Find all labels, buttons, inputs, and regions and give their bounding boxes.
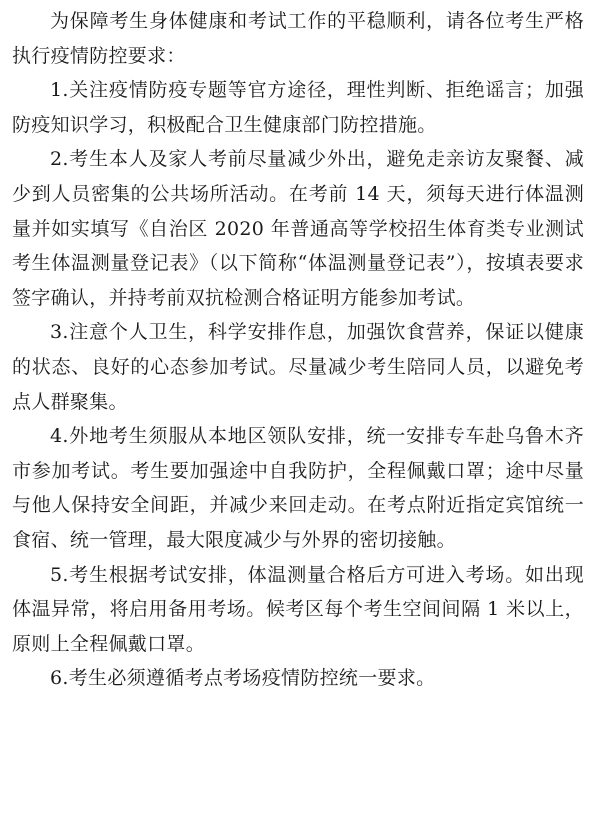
requirement-6-paragraph: 6.考生必须遵循考点考场疫情防控统一要求。: [50, 667, 436, 690]
intro-paragraph: 为保障考生身体健康和考试工作的平稳顺利，请各位考生严格执行疫情防控要求：: [12, 10, 584, 67]
document-body: [12, 4, 584, 696]
requirement-4-paragraph: 4.外地考生须服从本地区领队安排，统一安排专车赴乌鲁木齐市参加考试。考生要加强途中自我防护，全程佩戴口罩；途中尽量与他人保持安全间距，并减少来回走动。在考点附近指定宾馆统一食宿、统一管理，最大限度减少与外界的密切接触。: [12, 425, 584, 551]
requirement-5-paragraph: 5.考生根据考试安排，体温测量合格后方可进入考场。如出现体温异常，将启用备用考场。候考区每个考生空间间隔 1 米以上，原则上全程佩戴口罩。: [12, 563, 584, 655]
requirement-1-paragraph: 1.关注疫情防疫专题等官方途径，理性判断、拒绝谣言；加强防疫知识学习，积极配合卫生健康部门防控措施。: [12, 79, 584, 136]
requirement-2-paragraph: 2.考生本人及家人考前尽量减少外出，避免走亲访友聚餐、减少到人员密集的公共场所活动。在考前 14 天，须每天进行体温测量并如实填写《自治区 2020 年普通高等学校招生体育类专业测试考生体温测量登记表》（以下简称“体温测量登记表”），按填表要求签字确认，并持考前双抗检测合格证明方能参加考试。: [12, 148, 584, 309]
requirement-3-paragraph: 3.注意个人卫生，科学安排作息，加强饮食营养，保证以健康的状态、良好的心态参加考试。尽量减少考生陪同人员，以避免考点人群聚集。: [12, 321, 584, 413]
